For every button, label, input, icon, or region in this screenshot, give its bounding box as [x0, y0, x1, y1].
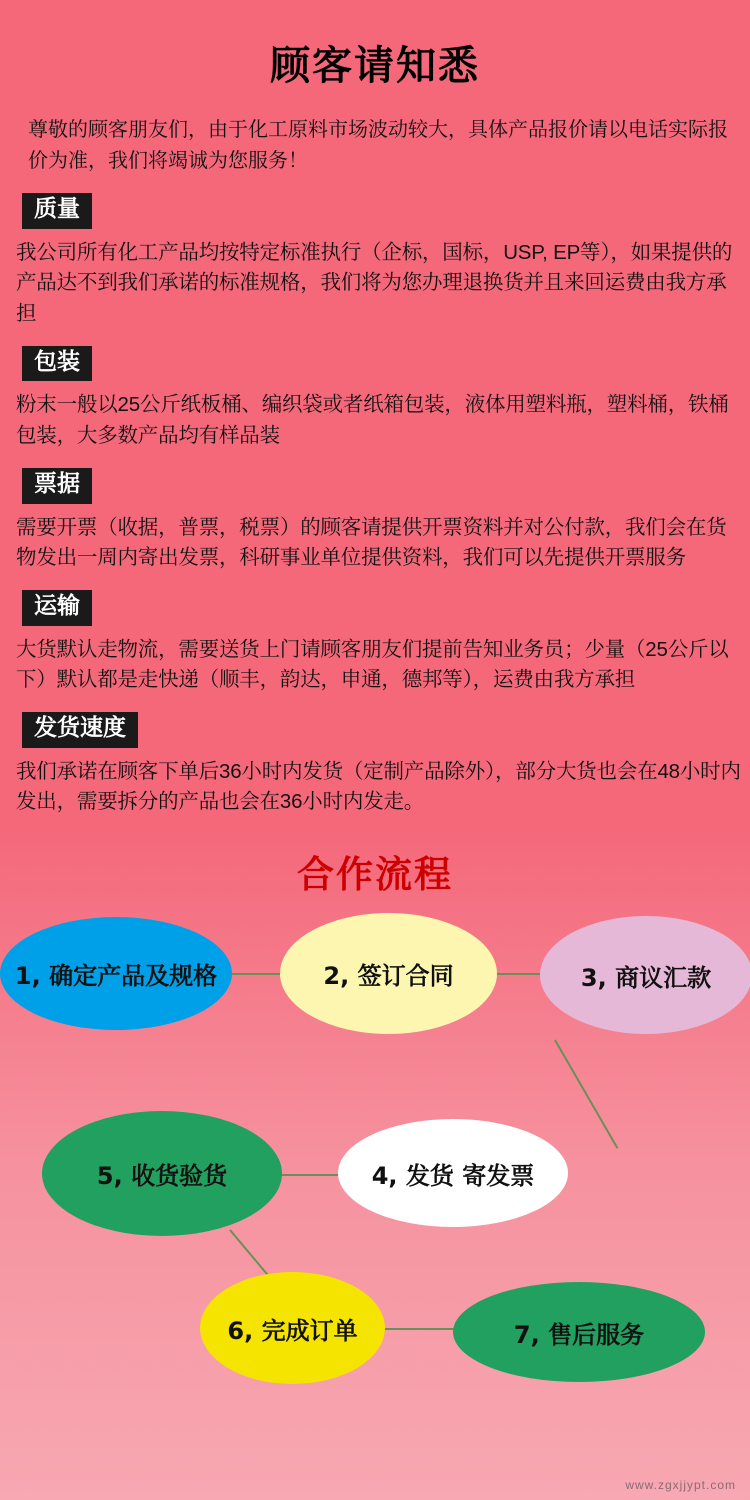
section-tag-packaging: 包装 — [22, 346, 92, 382]
section-text-shipping: 大货默认走物流，需要送货上门请顾客朋友们提前告知业务员；少量（25公斤以下）默认都是走快递（顺丰，韵达，申通，德邦等），运费由我方承担 — [16, 637, 729, 692]
flow-step-7-label: 7, 售后服务 — [513, 1320, 645, 1349]
flow-step-3-label: 3, 商议汇款 — [580, 963, 712, 992]
flow-step-4[interactable] — [338, 1119, 568, 1227]
section-shipping — [0, 590, 750, 696]
section-delivery-speed — [0, 712, 750, 818]
watermark: www.zgxjjypt.com — [625, 1478, 736, 1492]
intro-paragraph: 尊敬的顾客朋友们，由于化工原料市场波动较大，具体产品报价请以电话实际报价为准，我们将竭诚为您服务！ — [28, 119, 728, 172]
flow-step-5-label: 5, 收货验货 — [96, 1162, 228, 1191]
section-tag-delivery-speed: 发货速度 — [22, 712, 138, 748]
flow-step-1-label: 1, 确定产品及规格 — [14, 962, 218, 991]
connector-3-4 — [554, 1040, 618, 1149]
flow-step-4-label: 4, 发货 寄发票 — [371, 1161, 535, 1190]
flow-step-5[interactable] — [42, 1111, 282, 1236]
flow-step-3[interactable] — [540, 916, 750, 1034]
flow-diagram — [0, 904, 750, 1394]
flow-step-7[interactable] — [453, 1282, 705, 1382]
flow-title: 合作流程 — [297, 853, 453, 897]
connector-1-2 — [228, 973, 286, 975]
page-title: 顾客请知悉 — [270, 43, 480, 89]
section-invoice — [0, 468, 750, 574]
section-text-packaging: 粉末一般以25公斤纸板桶、编织袋或者纸箱包装，液体用塑料瓶，塑料桶，铁桶包装，大多数产品均有样品装 — [16, 393, 729, 448]
section-text-invoice: 需要开票（收据，普票，税票）的顾客请提供开票资料并对公付款，我们会在货物发出一周内寄出发票，科研事业单位提供资料，我们可以先提供开票服务 — [16, 515, 727, 570]
flow-step-1[interactable] — [0, 917, 232, 1030]
section-text-quality: 我公司所有化工产品均按特定标准执行（企标，国标，USP, EP等），如果提供的产品达不到我们承诺的标准规格，我们将为您办理退换货并且来回运费由我方承担 — [16, 240, 733, 326]
connector-2-3 — [495, 973, 543, 975]
flow-step-6[interactable] — [200, 1272, 385, 1384]
section-tag-shipping: 运输 — [22, 590, 92, 626]
section-text-delivery-speed: 我们承诺在顾客下单后36小时内发货（定制产品除外），部分大货也会在48小时内发出，需要拆分的产品也会在36小时内发走。 — [16, 759, 741, 814]
flow-step-2-label: 2, 签订合同 — [323, 962, 454, 991]
section-quality — [0, 193, 750, 330]
section-tag-quality: 质量 — [22, 193, 92, 229]
section-tag-invoice: 票据 — [22, 468, 92, 504]
flow-step-2[interactable] — [280, 913, 497, 1034]
flow-step-6-label: 6, 完成订单 — [227, 1316, 358, 1345]
section-packaging — [0, 346, 750, 452]
